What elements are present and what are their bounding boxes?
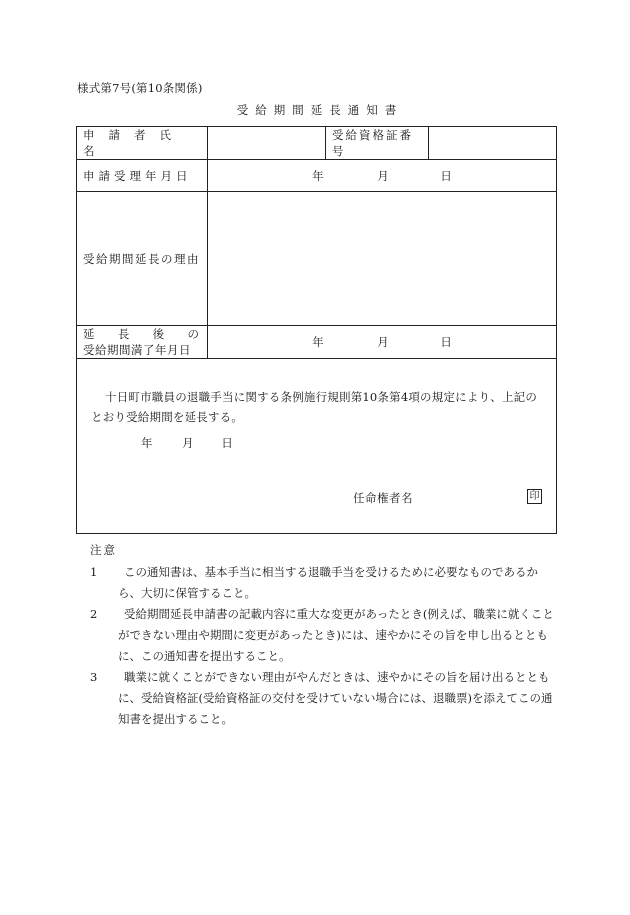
form-number: 様式第7号(第10条関係) xyxy=(77,81,203,95)
month-label: 月 xyxy=(377,335,389,349)
notes-list xyxy=(90,562,554,730)
day-label: 日 xyxy=(440,335,452,349)
receipt-date-field[interactable] xyxy=(208,160,557,192)
extended-expiry-label-line2: 受給期間満了年月日 xyxy=(83,343,191,357)
extended-expiry-label-line1: 延 長 後 の xyxy=(83,327,199,341)
extended-expiry-date-field[interactable] xyxy=(208,326,557,359)
note-item: 1 この通知書は、基本手当に相当する退職手当を受けるために必要なものであるから、大切に保管すること。 xyxy=(90,565,538,600)
year-label: 年 xyxy=(141,436,153,450)
qualification-number-label: 受給資格証番号 xyxy=(326,127,429,160)
qualification-number-field[interactable] xyxy=(429,127,557,160)
receipt-date-label: 申請受理年月日 xyxy=(77,160,208,192)
year-label: 年 xyxy=(312,168,324,183)
applicant-name-field[interactable] xyxy=(208,127,326,160)
month-label: 月 xyxy=(182,436,194,450)
applicant-name-label: 申請者氏名 xyxy=(77,127,208,160)
note-item: 2 受給期間延長申請書の記載内容に重大な変更があったとき(例えば、職業に就くことができない理由や期間に変更があったとき)には、速やかにその旨を申し出るとともに、この通知書を提出すること。 xyxy=(90,607,554,663)
seal-mark: 印 xyxy=(527,489,542,504)
notice-date[interactable] xyxy=(141,435,233,451)
form-table xyxy=(76,126,557,534)
extended-expiry-label xyxy=(77,326,208,359)
appointer-name-label: 任命権者名 xyxy=(353,491,413,505)
day-label: 日 xyxy=(440,168,452,183)
notice-text: 十日町市職員の退職手当に関する条例施行規則第10条第4項の規定により、上記のとおり受給期間を延長する。 xyxy=(91,390,538,424)
extension-reason-label: 受給期間延長の理由 xyxy=(77,192,208,326)
year-label: 年 xyxy=(312,335,324,349)
notice-section xyxy=(77,359,557,534)
day-label: 日 xyxy=(221,436,233,450)
notes-title: 注意 xyxy=(90,543,117,557)
extension-reason-field[interactable] xyxy=(208,192,557,326)
document-title: 受給期間延長通知書 xyxy=(236,103,404,117)
note-item: 3 職業に就くことができない理由がやんだときは、速やかにその旨を届け出るとともに、受給資格証(受給資格証の交付を受けていない場合には、退職票)を添えてこの通知書を提出すること。 xyxy=(90,670,553,726)
month-label: 月 xyxy=(377,168,389,183)
